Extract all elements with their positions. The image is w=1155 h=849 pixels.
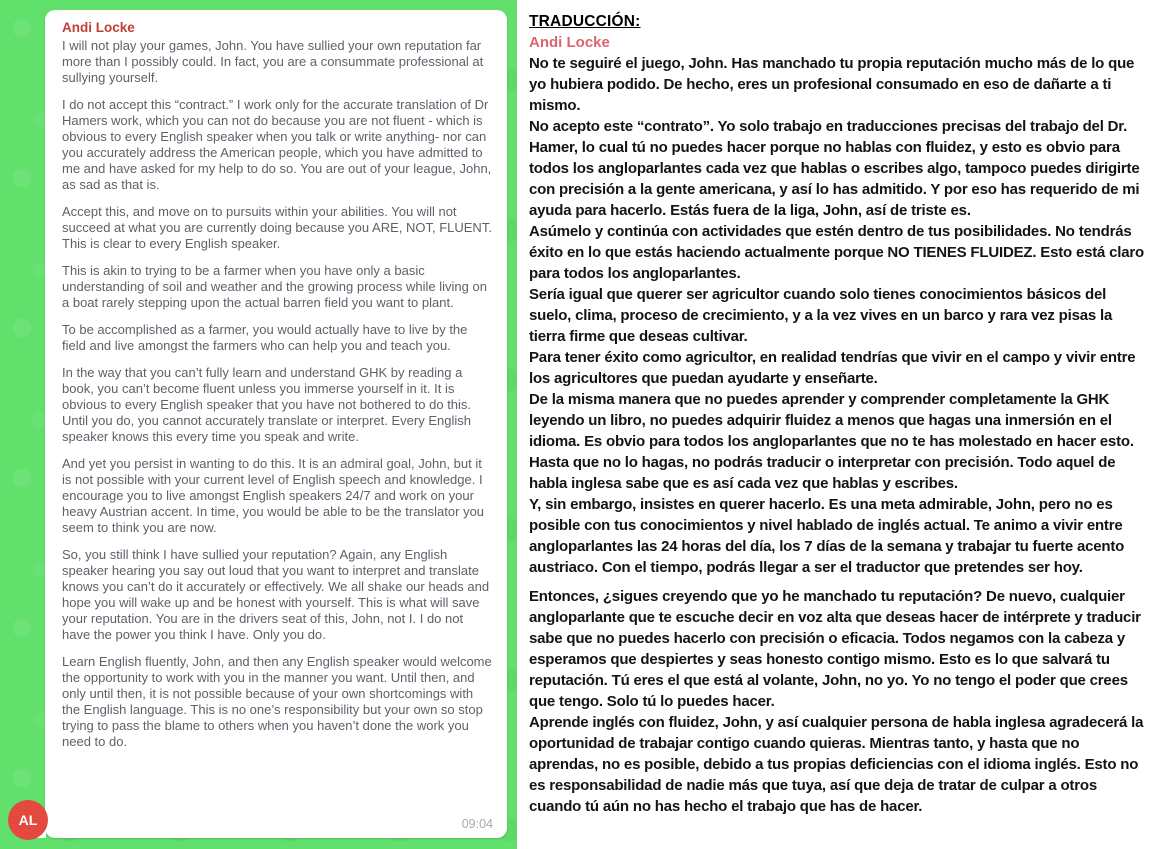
translation-panel: [517, 0, 1155, 849]
message-bubble[interactable]: [45, 10, 507, 838]
message-text: [62, 38, 494, 750]
paragraph: Y, sin embargo, insistes en querer hacerlo. Es una meta admirable, John, pero no es posible con tus conocimientos y nivel hablado de inglés actual. Te animo a vivir entre angloparlantes las 24 horas del día, los 7 días de la semana y trabajar tu fuerte acento austriaco. Con el tiempo, podrás llegar a ser el traductor que pretendes ser hoy.: [529, 496, 1125, 576]
paragraph: And yet you persist in wanting to do this. It is an admiral goal, John, but it is not possible with your current level of English speech and knowledge. I encourage you to live amongst English speakers 24/7 and work on your heavy Austrian accent. In time, you would be able to be the translator you seem to think you are now.: [62, 456, 485, 535]
paragraph: Aprende inglés con fluidez, John, y así cualquier persona de habla inglesa agradecerá la oportunidad de trabajar contigo cuando quieras. Mientras tanto, y hasta que no aprendas, no es posible, debido a tus propias deficiencias con el idioma inglés. Esto no es responsabilidad de nadie más que tuya, así que deja de tratar de culpar a otros cuando tú aún no has hecho el trabajo que has de hacer.: [529, 714, 1144, 815]
message-timestamp: 09:04: [458, 817, 493, 831]
chat-wallpaper-panel: [0, 0, 517, 849]
paragraph: Sería igual que querer ser agricultor cuando solo tienes conocimientos básicos del suelo, clima, proceso de crecimiento, y a la vez vives en un barco y rara vez pisas la tierra firme que deseas cultivar.: [529, 286, 1113, 345]
paragraph: Asúmelo y continúa con actividades que estén dentro de tus posibilidades. No tendrás éxito en lo que estás haciendo actualmente porque NO TIENES FLUIDEZ. Esto está claro para todos los angloparlantes.: [529, 223, 1145, 282]
paragraph: Accept this, and move on to pursuits within your abilities. You will not succeed at what you are currently doing because you ARE, NOT, FLUENT. This is clear to every English speaker.: [62, 204, 492, 251]
paragraph: No acepto este “contrato”. Yo solo trabajo en traducciones precisas del trabajo del Dr. Hamer, lo cual tú no puedes hacer porque no hablas con fluidez, y esto es obvio para todos los angloparlantes cada vez que hablas o escribes algo, tampoco puedes dirigirte con precisión a la gente americana, y así lo has admitido. Y por eso has requerido de mi ayuda para hacerlo. Estás fuera de la liga, John, así de triste es.: [529, 118, 1140, 219]
translation-body: [529, 53, 1147, 817]
paragraph: This is akin to trying to be a farmer when you have only a basic understanding of soil and weather and the growing process while living on a boat rarely stepping upon the actual barren field you want to plant.: [62, 263, 487, 310]
paragraph: So, you still think I have sullied your reputation? Again, any English speaker hearing you say out loud that you want to interpret and translate knows you can’t do it accurately or effectively. We all shake our heads and hope you will wake up and be honest with yourself. This is what will save your reputation. You are in the drivers seat of this, John, not I. I do not have the power you think I have. Only you do.: [62, 547, 490, 642]
paragraph: Para tener éxito como agricultor, en realidad tendrías que vivir en el campo y vivir entre los agricultores que puedan ayudarte y enseñarte.: [529, 349, 1136, 387]
paragraph: I do not accept this “contract.” I work only for the accurate translation of Dr Hamers work, which you can not do because you are not fluent - which is obvious to every English speaker when you talk or write anything- nor can you accurately address the American people, which you have admitted to me and have asked for my help to do so. You are out of your league, John, as sad as that is.: [62, 97, 492, 192]
paragraph: I will not play your games, John. You have sullied your own reputation far more than I possibly could. In fact, you are a consummate professional at sullying yourself.: [62, 38, 484, 85]
message-sender-name: Andi Locke: [62, 20, 135, 35]
avatar[interactable]: [8, 800, 48, 840]
paragraph: In the way that you can’t fully learn and understand GHK by reading a book, you can’t become fluent unless you immerse yourself in it. It is obvious to every English speaker that you have not bothered to do this. Until you do, you cannot accurately translate or interpret. Every English speaker knows this every time you speak and write.: [62, 365, 472, 444]
paragraph: To be accomplished as a farmer, you would actually have to live by the field and live amongst the farmers who can help you and teach you.: [62, 322, 468, 353]
avatar-initials: AL: [18, 812, 38, 828]
paragraph: Learn English fluently, John, and then any English speaker would welcome the opportunity to work with you in the manner you want. Until then, and only until then, it is not possible because of your own shortcomings with the English language. This is no one’s responsibility but your own so stop trying to pass the blame to others when you haven’t done the work you need to do.: [62, 654, 492, 749]
translation-sender-name: Andi Locke: [529, 34, 610, 51]
paragraph: No te seguiré el juego, John. Has manchado tu propia reputación mucho más de lo que yo hubiera podido. De hecho, eres un profesional consumado en eso de dañarte a ti mismo.: [529, 55, 1135, 114]
translation-heading: TRADUCCIÓN:: [529, 13, 641, 30]
paragraph: Entonces, ¿sigues creyendo que yo he manchado tu reputación? De nuevo, cualquier angloparlante que te escuche decir en voz alta que deseas hacer de intérprete y traducir sabe que no puedes hacerlo con precisión o eficacia. Todos negamos con la cabeza y esperamos que despiertes y seas honesto contigo mismo. Esto es lo que salvará tu reputación. Tú eres el que está al volante, John, no yo. Yo no tengo el poder que crees que tengo. Solo tú lo puedes hacer.: [529, 588, 1141, 710]
paragraph: De la misma manera que no puedes aprender y comprender completamente la GHK leyendo un libro, no puedes adquirir fluidez a menos que hagas una inmersión en el idioma. Es obvio para todos los angloparlantes que no te has molestado en hacer esto. Hasta que no lo hagas, no podrás traducir o interpretar con precisión. Todo aquel de habla inglesa sabe que es así cada vez que hablas y escribes.: [529, 391, 1134, 492]
